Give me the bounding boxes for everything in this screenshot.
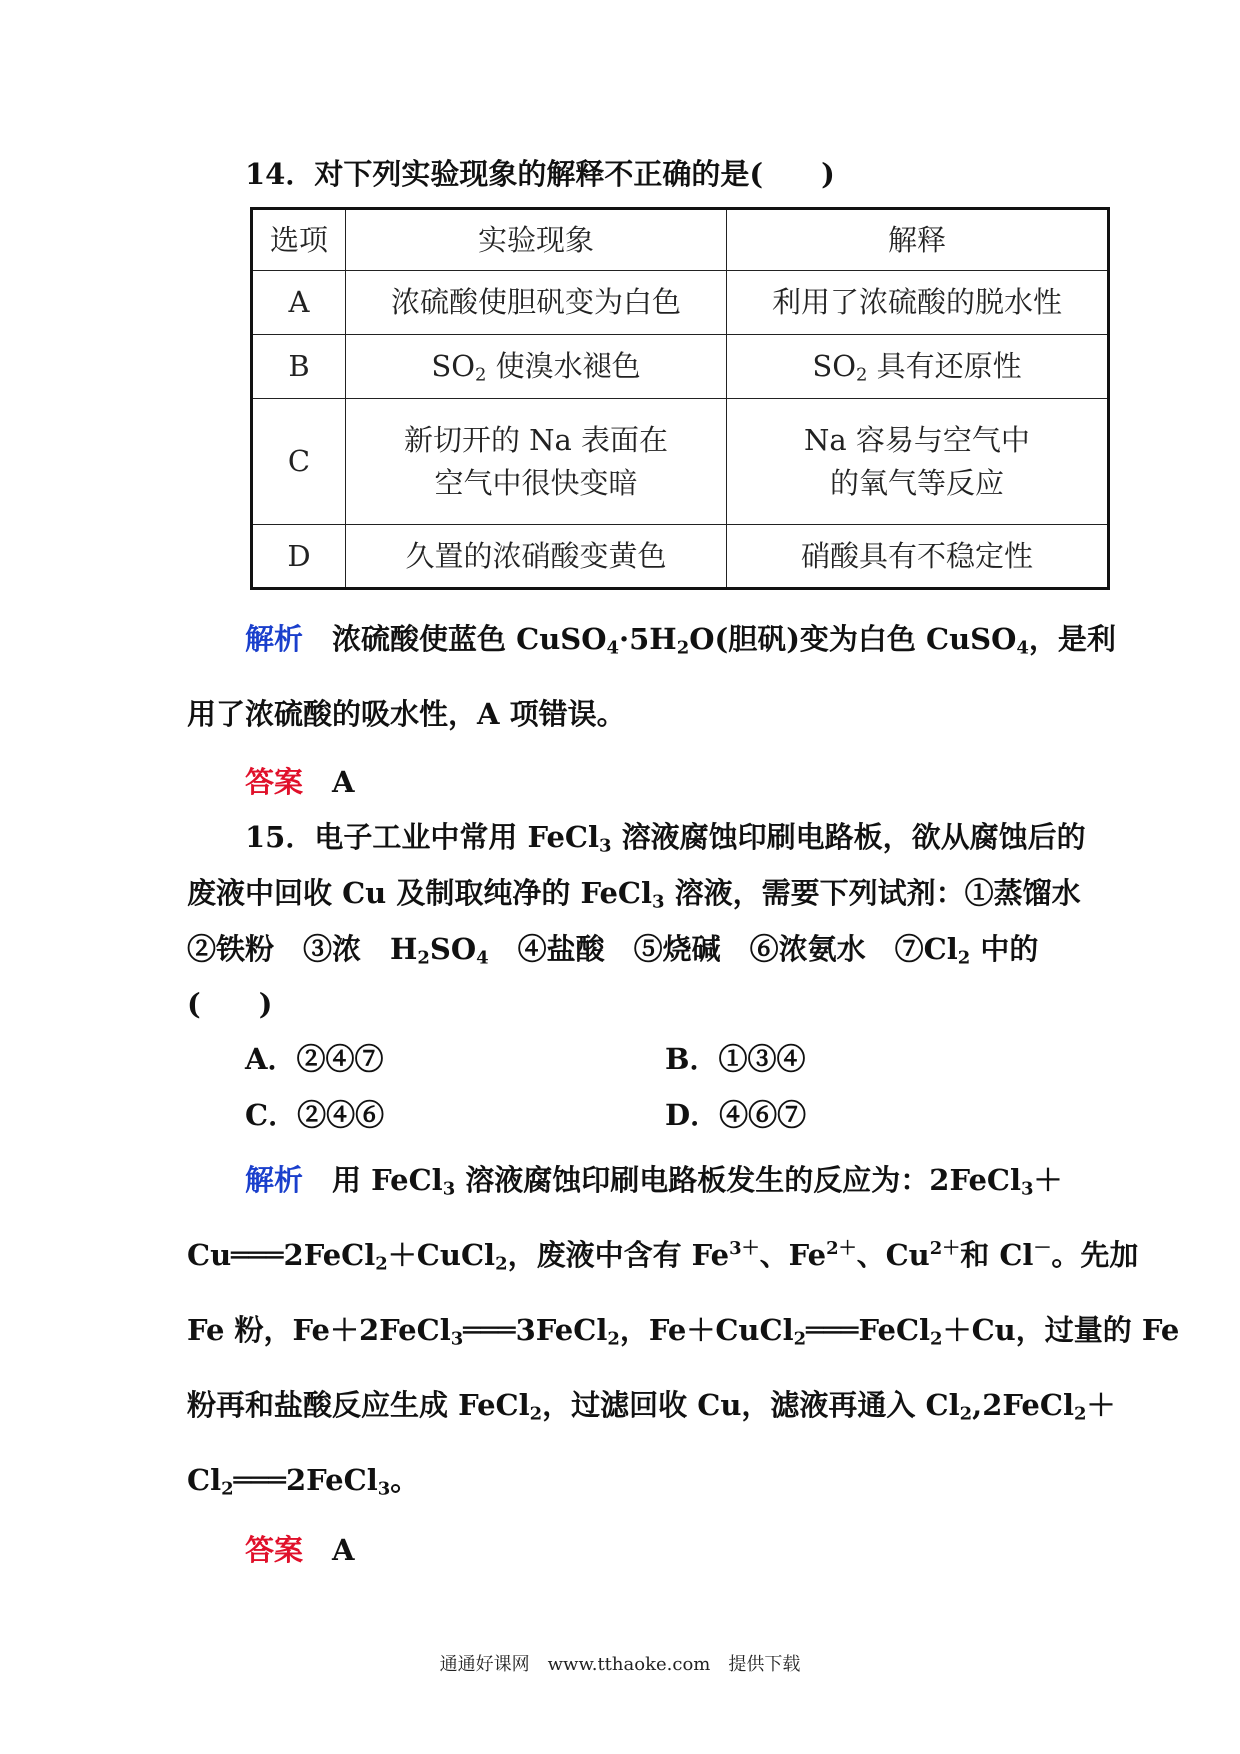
- analysis-sub: 3: [450, 1328, 464, 1350]
- q15-analysis-line2: [187, 1233, 1138, 1274]
- q14-table: [250, 207, 1110, 590]
- phen-line: 空气中很快变暗: [434, 465, 638, 500]
- analysis-text: ，废液中含有 Fe: [507, 1238, 730, 1272]
- analysis-sub: 4: [606, 637, 620, 659]
- header-option: 选项: [252, 209, 346, 271]
- phen-line: 新切开的 Na 表面在: [403, 423, 669, 458]
- answer-value: A: [332, 1533, 355, 1567]
- analysis-text: ＋: [1086, 1388, 1116, 1422]
- stem-text: SO: [429, 932, 477, 966]
- analysis-sub: 2: [676, 637, 690, 659]
- q15-stem-line3: [187, 927, 1038, 968]
- analysis-sub: 2: [607, 1328, 620, 1350]
- q15-analysis-line5: [187, 1458, 419, 1499]
- analysis-sub: 2: [529, 1403, 543, 1425]
- phen-text: 使溴水褪色: [486, 348, 641, 383]
- analysis-text: Fe 粉，Fe＋2FeCl: [187, 1313, 451, 1347]
- analysis-text: Cu═══2FeCl: [187, 1238, 376, 1272]
- analysis-sub: 2: [793, 1328, 807, 1350]
- analysis-label: 解析: [245, 1163, 304, 1197]
- analysis-sub: 3: [377, 1478, 391, 1500]
- stem-text: 溶液腐蚀印刷电路板，欲从腐蚀后的: [611, 820, 1086, 854]
- table-row: [252, 335, 1109, 399]
- expl-text: 具有还原性: [867, 348, 1022, 383]
- analysis-sup: 2＋: [826, 1238, 857, 1260]
- row-phenomenon: 浓硫酸使胆矾变为白色: [346, 271, 727, 335]
- analysis-text: 、Cu: [856, 1238, 930, 1272]
- answer-label: 答案: [245, 765, 304, 799]
- phen-text: SO: [431, 348, 476, 383]
- analysis-text: ═══FeCl: [806, 1313, 931, 1347]
- q15-analysis-line1: [245, 1158, 1063, 1199]
- analysis-sup: －: [1033, 1238, 1052, 1260]
- stem-text: 15．电子工业中常用 FeCl: [245, 820, 600, 854]
- row-explanation: [727, 399, 1109, 525]
- q15-analysis-line4: [187, 1383, 1116, 1424]
- stem-text: ④盐酸 ⑤烧碱 ⑥浓氨水 ⑦Cl: [488, 932, 958, 966]
- table-row: [252, 271, 1109, 335]
- analysis-sub: 2: [930, 1328, 943, 1350]
- analysis-text: ·5H: [619, 622, 677, 656]
- q15-stem-line4: ( ): [187, 987, 273, 1021]
- analysis-text: ,2FeCl: [972, 1388, 1074, 1422]
- expl-text: SO: [812, 348, 856, 383]
- row-explanation: 硝酸具有不稳定性: [727, 525, 1109, 589]
- analysis-text: 浓硫酸使蓝色 CuSO: [332, 622, 607, 656]
- q14-analysis-line2: 用了浓硫酸的吸水性，A 项错误。: [187, 697, 626, 731]
- analysis-text: 粉再和盐酸反应生成 FeCl: [187, 1388, 530, 1422]
- stem-sub: 3: [599, 835, 612, 857]
- analysis-sub: 2: [1073, 1403, 1087, 1425]
- answer-label: 答案: [245, 1533, 304, 1567]
- analysis-text: ，过滤回收 Cu，滤液再通入 Cl: [542, 1388, 960, 1422]
- analysis-text: O(胆矾)变为白色 CuSO: [689, 622, 1017, 656]
- analysis-text: 。先加: [1051, 1238, 1139, 1272]
- analysis-sup: 3＋: [729, 1238, 760, 1260]
- analysis-sup: 2＋: [929, 1238, 961, 1260]
- stem-sub: 4: [476, 947, 489, 969]
- q14-answer: [245, 760, 355, 801]
- expl-sub: 2: [856, 364, 868, 386]
- row-explanation: [727, 335, 1109, 399]
- page-footer: 通通好课网 www.tthaoke.com 提供下载: [439, 1654, 801, 1675]
- analysis-text: 和 Cl: [960, 1238, 1034, 1272]
- option-a: A．②④⑦: [245, 1042, 384, 1076]
- analysis-text: ＋: [1033, 1163, 1063, 1197]
- header-explanation: 解释: [727, 209, 1109, 271]
- stem-text: 溶液，需要下列试剂：①蒸馏水: [664, 876, 1081, 910]
- table-header-row: [252, 209, 1109, 271]
- row-option: A: [252, 271, 346, 335]
- option-b: B．①③④: [665, 1042, 806, 1076]
- analysis-label: 解析: [245, 622, 304, 656]
- row-phenomenon: 久置的浓硝酸变黄色: [346, 525, 727, 589]
- stem-sub: 2: [417, 947, 430, 969]
- analysis-text: 溶液腐蚀印刷电路板发生的反应为：2FeCl: [455, 1163, 1022, 1197]
- row-option: B: [252, 335, 346, 399]
- q14-stem: 14．对下列实验现象的解释不正确的是( ): [245, 157, 835, 191]
- analysis-sub: 2: [959, 1403, 973, 1425]
- analysis-sub: 2: [375, 1253, 388, 1275]
- option-c: C．②④⑥: [245, 1098, 385, 1132]
- analysis-text: Cl: [187, 1463, 222, 1497]
- header-phenomenon: 实验现象: [346, 209, 727, 271]
- analysis-text: 。: [390, 1463, 420, 1497]
- analysis-sub: 3: [442, 1178, 456, 1200]
- phen-sub: 2: [475, 364, 487, 386]
- analysis-sub: 4: [1016, 637, 1029, 659]
- q15-answer: [245, 1528, 355, 1569]
- q14-analysis-line1: [245, 617, 1116, 658]
- analysis-text: 用 FeCl: [332, 1163, 443, 1197]
- analysis-text: ，是利: [1028, 622, 1116, 656]
- analysis-text: ＋CuCl: [387, 1238, 496, 1272]
- analysis-sub: 2: [221, 1478, 234, 1500]
- analysis-text: ═══3FeCl: [463, 1313, 608, 1347]
- q15-analysis-line3: [187, 1308, 1179, 1349]
- q15-stem-line2: [187, 871, 1081, 912]
- row-option: D: [252, 525, 346, 589]
- stem-text: 中的: [970, 932, 1039, 966]
- table-row: [252, 399, 1109, 525]
- stem-text: ②铁粉 ③浓 H: [187, 932, 418, 966]
- analysis-text: ，Fe＋CuCl: [619, 1313, 794, 1347]
- stem-sub: 3: [652, 891, 665, 913]
- analysis-text: 、Fe: [759, 1238, 827, 1272]
- stem-text: 废液中回收 Cu 及制取纯净的 FeCl: [187, 876, 653, 910]
- row-phenomenon: [346, 399, 727, 525]
- analysis-text: ＋Cu，过量的 Fe: [942, 1313, 1180, 1347]
- analysis-sub: 3: [1021, 1178, 1034, 1200]
- table-row: [252, 525, 1109, 589]
- answer-value: A: [332, 765, 355, 799]
- row-option: C: [252, 399, 346, 525]
- expl-line: Na 容易与空气中: [804, 423, 1030, 458]
- q15-stem-line1: [245, 815, 1086, 856]
- expl-line: 的氧气等反应: [829, 465, 1004, 500]
- analysis-text: ═══2FeCl: [233, 1463, 378, 1497]
- analysis-sub: 2: [495, 1253, 508, 1275]
- stem-sub: 2: [957, 947, 971, 969]
- option-d: D．④⑥⑦: [665, 1098, 807, 1132]
- row-explanation: 利用了浓硫酸的脱水性: [727, 271, 1109, 335]
- row-phenomenon: [346, 335, 727, 399]
